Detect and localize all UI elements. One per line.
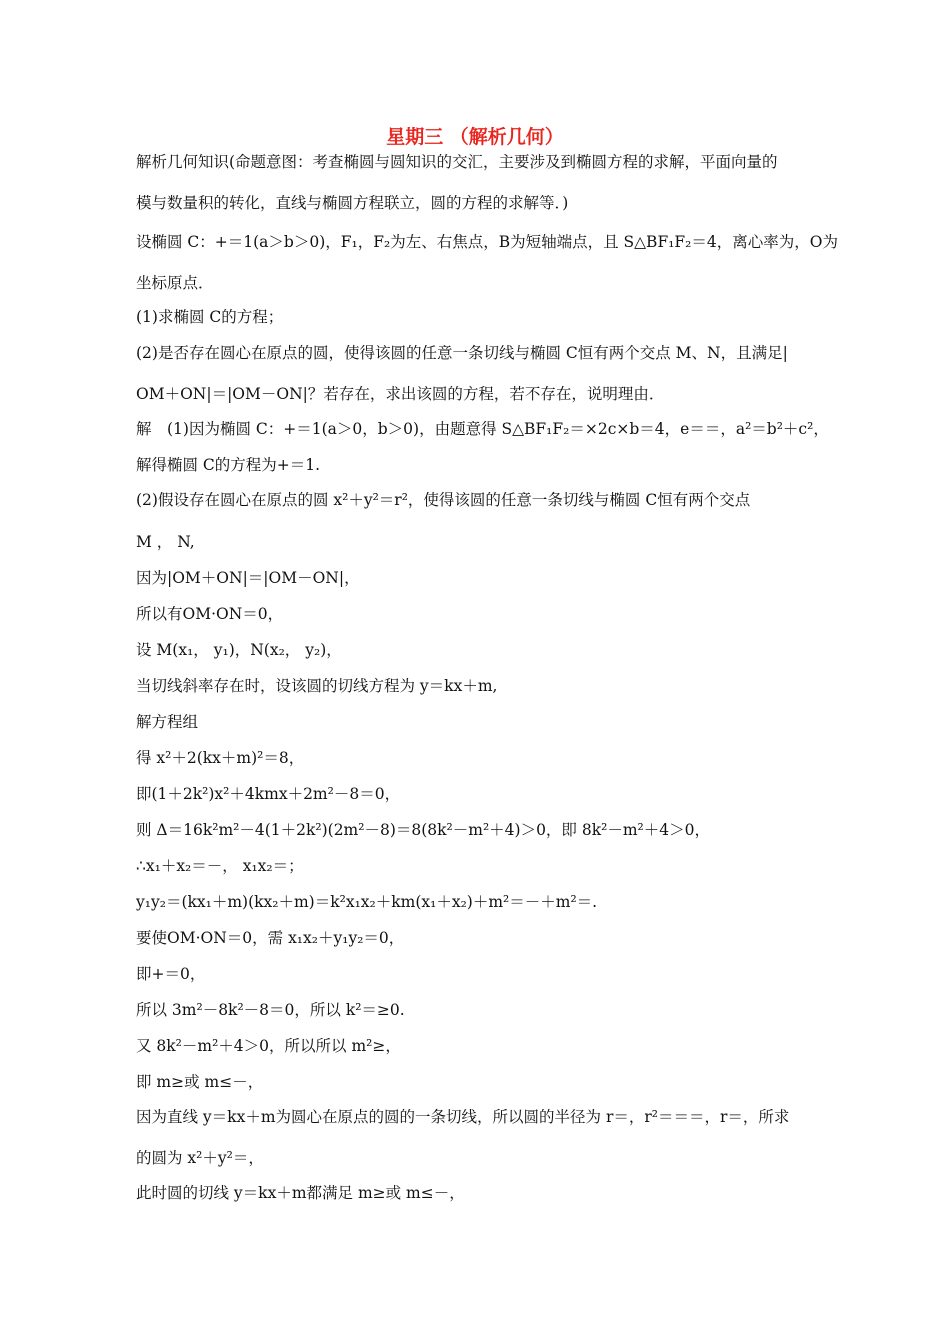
text-line: 模与数量积的转化，直线与椭圆方程联立，圆的方程的求解等．) (136, 194, 569, 212)
text-line: 解得椭圆 C的方程为+＝1. (136, 456, 321, 474)
text-line: 又 8k²－m²＋4＞0，所以所以 m²≥， (136, 1037, 401, 1055)
text-line: 此时圆的切线 y＝kx＋m都满足 m≥或 m≤－， (136, 1184, 465, 1202)
text-line: OM＋ON|＝|OM－ON|？若存在，求出该圆的方程，若不存在，说明理由． (136, 385, 665, 403)
text-line: 设椭圆 C：+＝1(a＞b＞0)，F₁，F₂为左、右焦点，B为短轴端点，且 S△BF₁F₂＝4，离心率为，O为 (136, 233, 838, 251)
text-line: M ， N, (136, 533, 195, 551)
text-line: 即(1＋2k²)x²＋4kmx＋2m²－8＝0， (136, 785, 401, 803)
text-line: 所以有OM·ON＝0， (136, 605, 284, 623)
text-line: 得 x²＋2(kx＋m)²＝8， (136, 749, 305, 767)
text-line: 设 M(x₁， y₁)，N(x₂， y₂)， (136, 641, 342, 659)
text-line: 坐标原点． (136, 274, 214, 292)
text-line: 解方程组 (136, 713, 199, 731)
text-line: 因为|OM＋ON|＝|OM－ON|， (136, 569, 360, 587)
text-line: 要使OM·ON＝0，需 x₁x₂＋y₁y₂＝0， (136, 929, 405, 947)
text-line: 即+＝0， (136, 965, 206, 983)
text-line: 解 (1)因为椭圆 C：+＝1(a＞0，b＞0)，由题意得 S△BF₁F₂＝×2c×b＝4，e＝＝，a²＝b²＋c²， (136, 420, 829, 438)
text-line: 的圆为 x²＋y²＝， (136, 1149, 264, 1167)
text-line: y₁y₂＝(kx₁＋m)(kx₂＋m)＝k²x₁x₂＋km(x₁＋x₂)＋m²＝－＋m²＝. (136, 893, 598, 911)
text-line: 所以 3m²－8k²－8＝0，所以 k²＝≥0. (136, 1001, 405, 1019)
text-line: (1)求椭圆 C的方程； (136, 308, 284, 326)
text-line: 因为直线 y＝kx＋m为圆心在原点的圆的一条切线，所以圆的半径为 r＝，r²＝＝＝，r＝，所求 (136, 1108, 790, 1126)
text-line: 则 Δ＝16k²m²－4(1＋2k²)(2m²－8)＝8(8k²－m²＋4)＞0，即 8k²－m²＋4＞0， (136, 821, 710, 839)
text-line: (2)假设存在圆心在原点的圆 x²＋y²＝r²，使得该圆的任意一条切线与椭圆 C恒有两个交点 (136, 491, 751, 509)
text-line: ∴x₁＋x₂＝－， x₁x₂＝； (136, 857, 304, 875)
page-title: 星期三 （解析几何） (386, 126, 564, 148)
text-line: 即 m≥或 m≤－， (136, 1073, 264, 1091)
text-line: (2)是否存在圆心在原点的圆，使得该圆的任意一条切线与椭圆 C恒有两个交点 M、N，且满足| (136, 344, 788, 362)
text-line: 当切线斜率存在时，设该圆的切线方程为 y＝kx＋m, (136, 677, 498, 695)
text-line: 解析几何知识(命题意图：考查椭圆与圆知识的交汇，主要涉及到椭圆方程的求解，平面向量的 (136, 153, 778, 171)
